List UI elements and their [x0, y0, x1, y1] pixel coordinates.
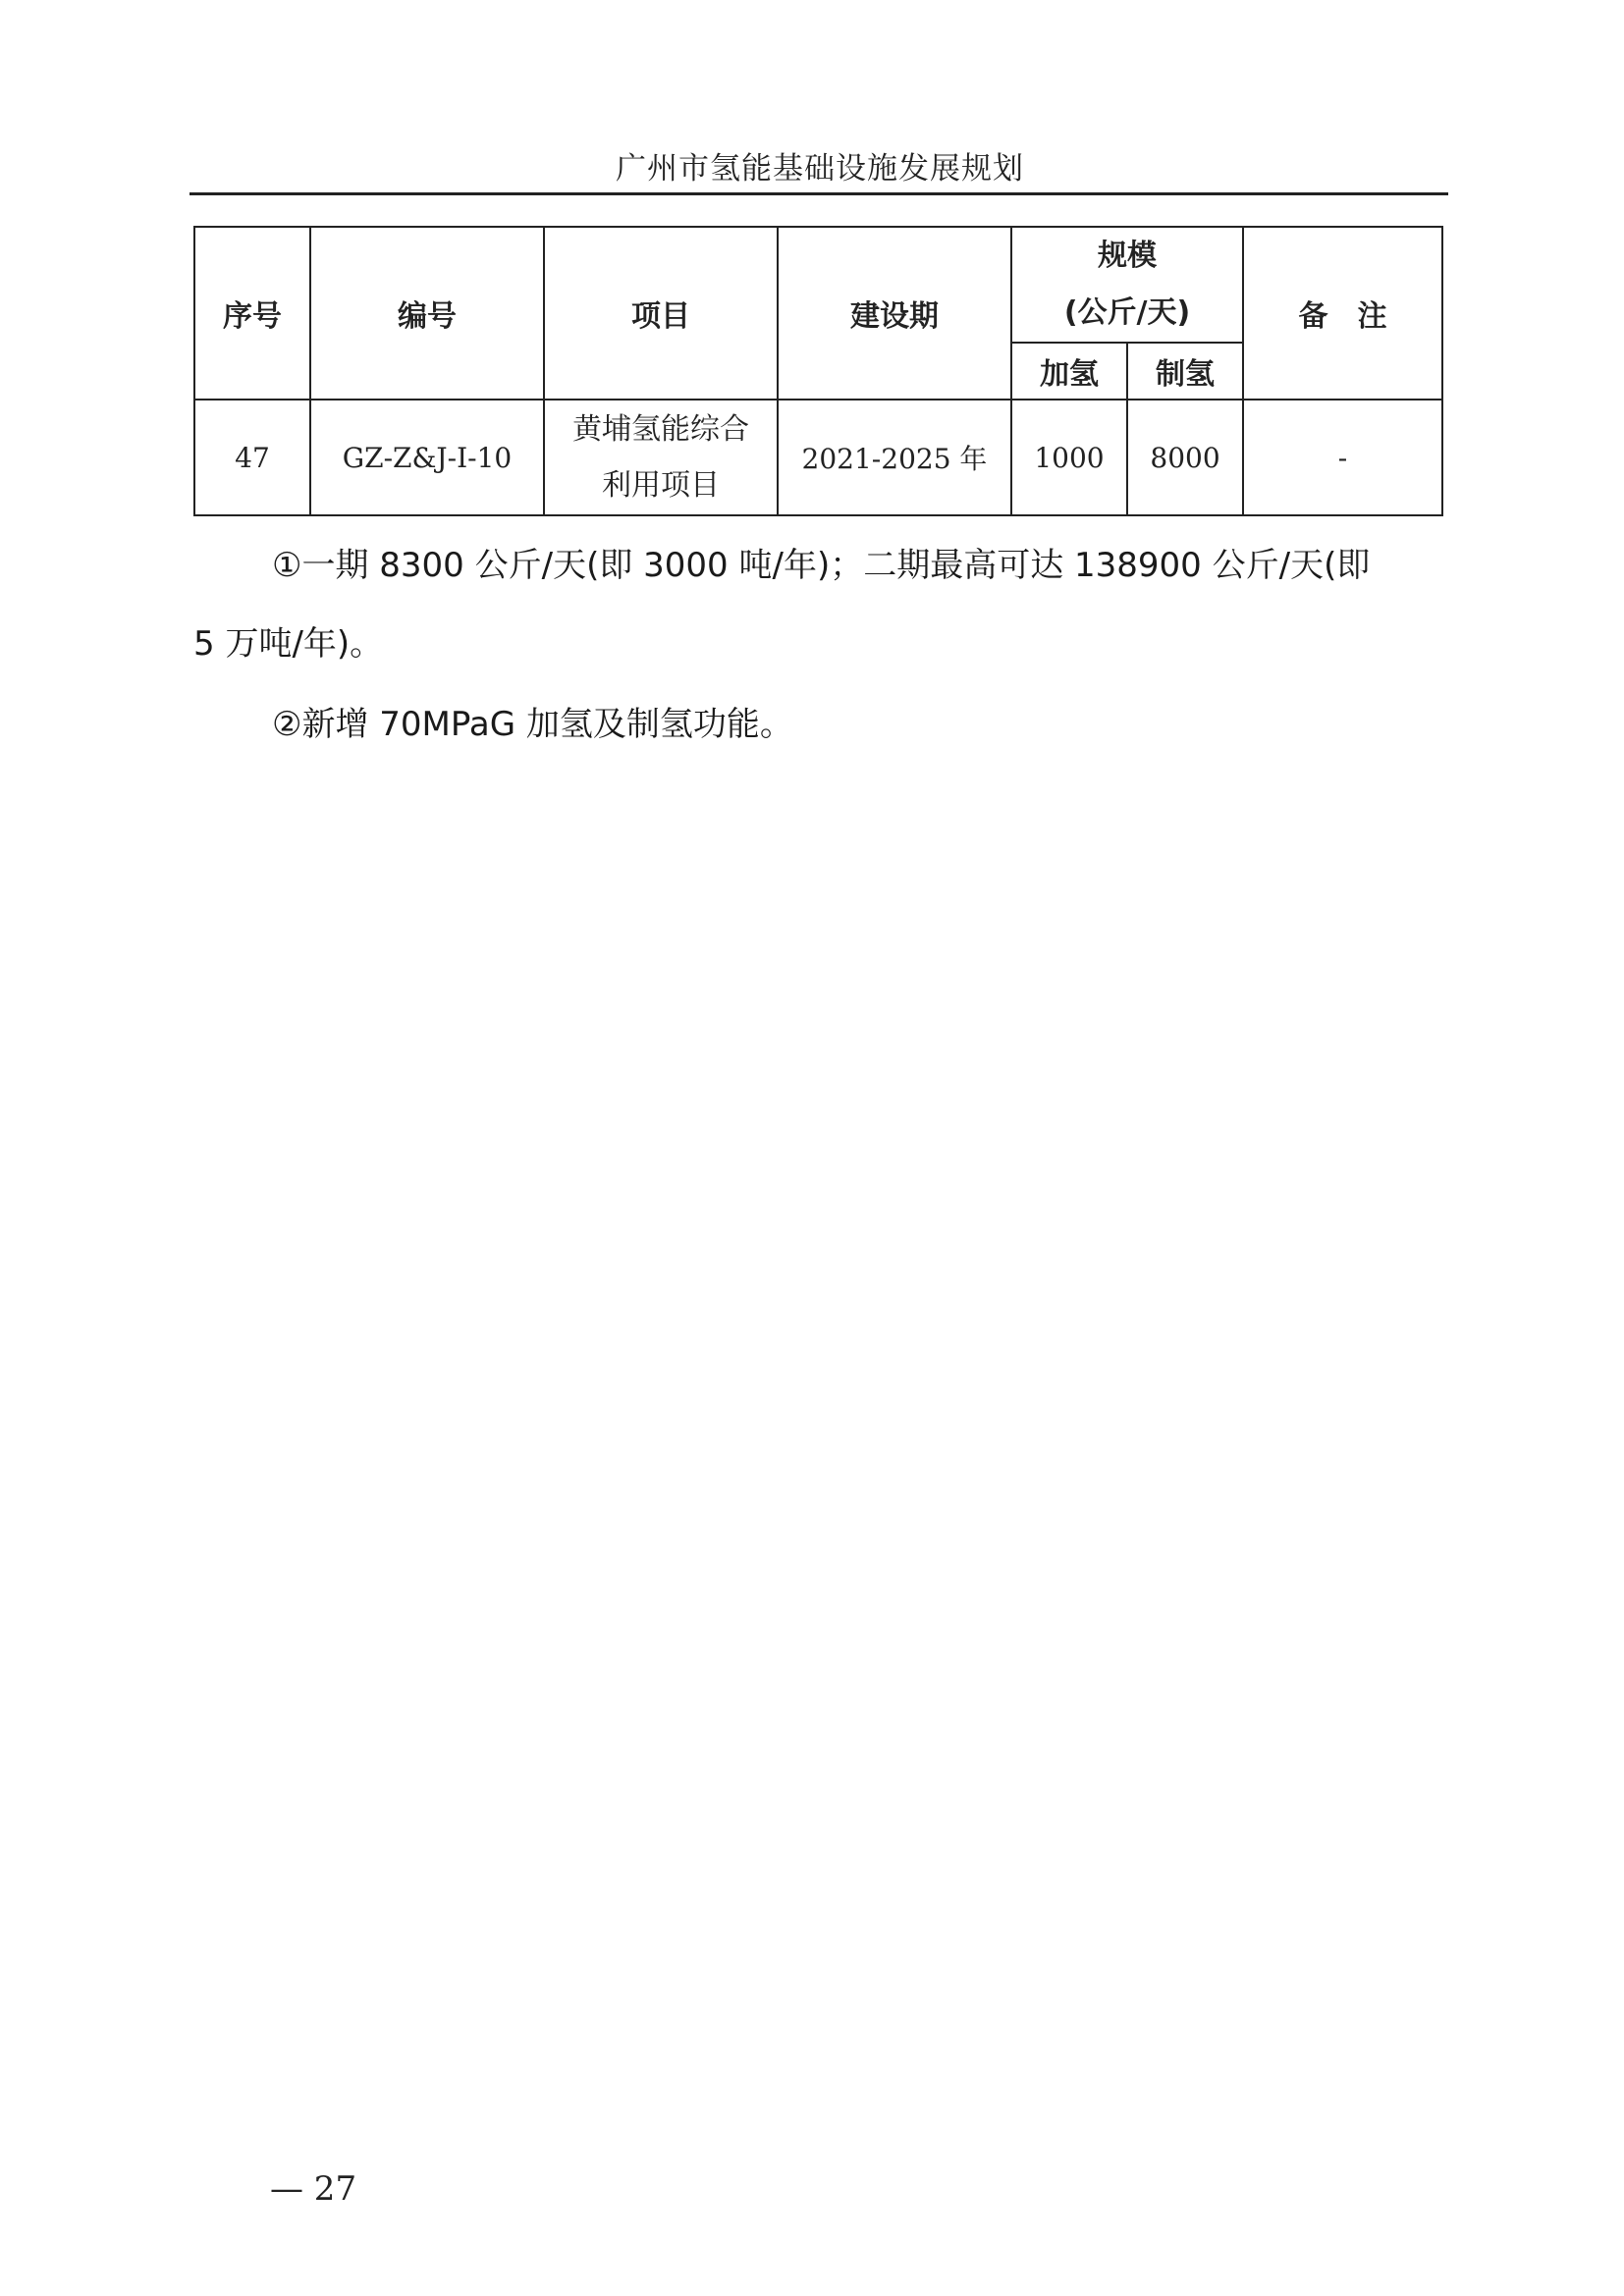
- project-table: [193, 226, 1443, 516]
- header-period: 建设期: [778, 227, 1011, 400]
- cell-remark: -: [1243, 400, 1442, 515]
- cell-index: 47: [194, 400, 310, 515]
- header-produce: 制氢: [1127, 343, 1243, 400]
- note-2: ②新增 70MPaG 加氢及制氢功能。: [272, 705, 793, 744]
- note-1-line-1: ①一期 8300 公斤/天(即 3000 吨/年)；二期最高可达 138900 公斤/天(即: [272, 546, 1371, 585]
- header-remark: 备 注: [1243, 227, 1442, 400]
- header-refuel: 加氢: [1011, 343, 1127, 400]
- cell-period: 2021-2025 年: [778, 400, 1011, 515]
- header-scale: [1011, 227, 1243, 343]
- cell-project: [544, 400, 778, 515]
- cell-project-line2: 利用项目: [602, 468, 720, 503]
- header-scale-title: 规模: [1098, 239, 1157, 273]
- page-header-title: 广州市氢能基础设施发展规划: [616, 151, 1024, 187]
- note-1-line-2: 5 万吨/年)。: [193, 624, 384, 664]
- header-rule: [189, 192, 1448, 195]
- header-scale-unit: (公斤/天): [1063, 295, 1191, 330]
- cell-produce: 8000: [1127, 400, 1243, 515]
- cell-project-line1: 黄埔氢能综合: [572, 412, 749, 447]
- cell-refuel: 1000: [1011, 400, 1127, 515]
- header-index: 序号: [194, 227, 310, 400]
- table-row: [194, 400, 1442, 515]
- header-project: 项目: [544, 227, 778, 400]
- page-number: — 27: [270, 2169, 357, 2209]
- header-code: 编号: [310, 227, 544, 400]
- cell-code: GZ-Z&J-I-10: [310, 400, 544, 515]
